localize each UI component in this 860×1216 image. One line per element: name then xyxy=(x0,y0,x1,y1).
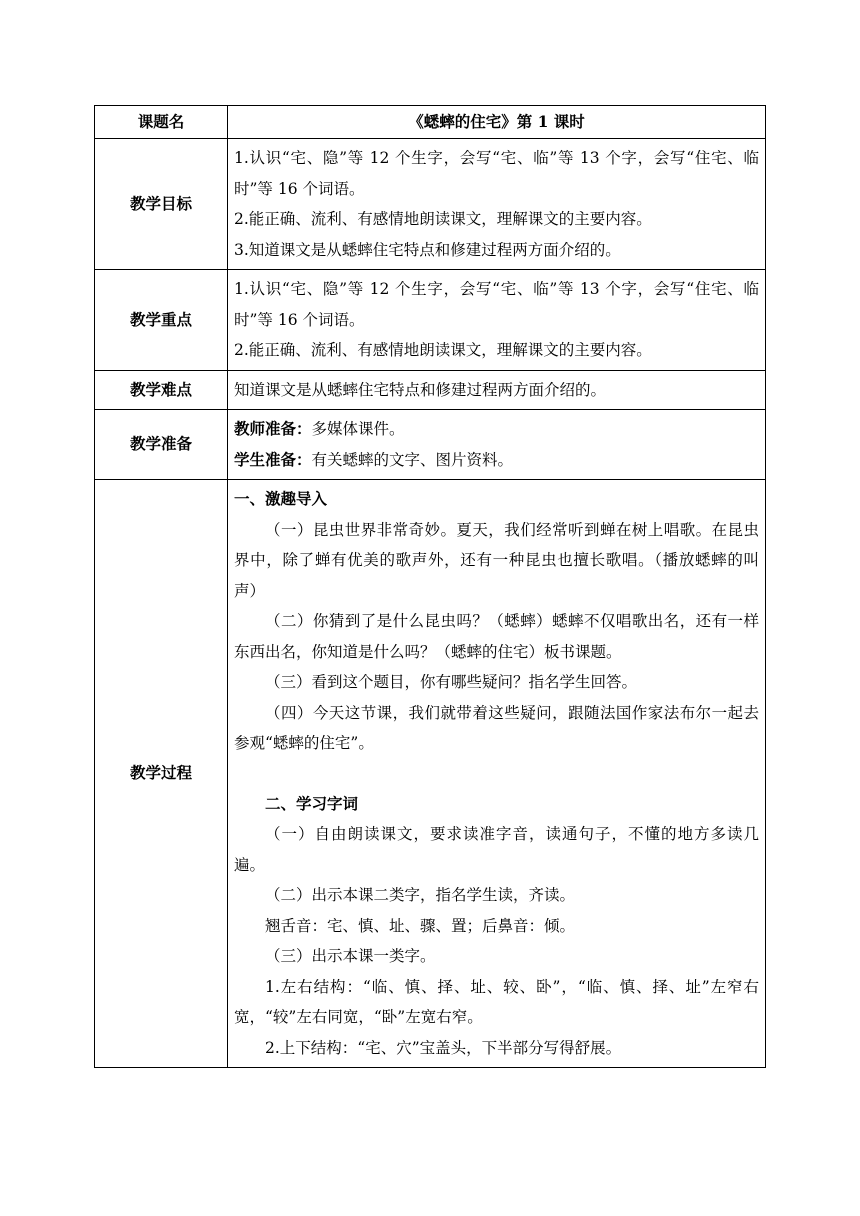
section-heading: 一、激趣导入 xyxy=(234,490,328,508)
preparation-label: 教学准备 xyxy=(95,410,228,480)
process-paragraph: （二）出示本课二类字，指名学生读，齐读。 xyxy=(265,886,576,904)
student-prep-label: 学生准备： xyxy=(234,450,312,469)
process-paragraph: （二）你猜到了是什么昆虫吗？（蟋蟀）蟋蟀不仅唱歌出名，还有一样东西出名，你知道是什么吗？（蟋蟀的住宅）板书课题。 xyxy=(234,612,759,661)
process-paragraph: （一）自由朗读课文，要求读准字音，读通句子，不懂的地方多读几遍。 xyxy=(234,825,759,874)
process-paragraph: （三）看到这个题目，你有哪些疑问？指名学生回答。 xyxy=(265,673,638,691)
row-title xyxy=(95,106,766,139)
row-process xyxy=(95,480,766,1068)
process-paragraph: （一）昆虫世界非常奇妙。夏天，我们经常听到蝉在树上唱歌。在昆虫界中，除了蝉有优美的歌声外，还有一种昆虫也擅长歌唱。（播放蟋蟀的叫声） xyxy=(234,520,759,600)
objective-item: 2.能正确、流利、有感情地朗读课文，理解课文的主要内容。 xyxy=(234,210,652,228)
process-paragraph: （三）出示本课一类字。 xyxy=(265,947,436,965)
key-point-item: 1.认识“宅、隐”等 12 个生字，会写“宅、临”等 13 个字，会写“住宅、临时”等 16 个词语。 xyxy=(234,280,759,329)
objectives-content xyxy=(228,139,766,270)
row-difficulties xyxy=(95,370,766,410)
process-paragraph: 翘舌音：宅、慎、址、骤、置；后鼻音：倾。 xyxy=(265,916,576,935)
process-content xyxy=(228,480,766,1068)
difficulties-content xyxy=(228,370,766,410)
lesson-title: 《蟋蟀的住宅》第 1 课时 xyxy=(228,106,766,139)
spacer xyxy=(234,759,759,789)
title-label: 课题名 xyxy=(95,106,228,139)
key-point-item: 2.能正确、流利、有感情地朗读课文，理解课文的主要内容。 xyxy=(234,341,652,359)
row-preparation xyxy=(95,410,766,480)
teacher-prep-label: 教师准备： xyxy=(234,420,312,438)
preparation-content xyxy=(228,410,766,480)
process-paragraph: 2.上下结构：“宅、穴”宝盖头，下半部分写得舒展。 xyxy=(265,1038,622,1057)
key-points-content xyxy=(228,270,766,371)
process-label: 教学过程 xyxy=(95,480,228,1068)
objectives-label: 教学目标 xyxy=(95,139,228,270)
row-key-points xyxy=(95,270,766,371)
row-objectives xyxy=(95,139,766,270)
key-points-label: 教学重点 xyxy=(95,270,228,371)
teacher-preparation xyxy=(234,414,759,445)
student-preparation xyxy=(234,445,759,476)
process-paragraph: 1.左右结构：“临、慎、择、址、较、卧”，“临、慎、择、址”左窄右宽，“较”左右同宽，“卧”左宽右窄。 xyxy=(234,977,759,1026)
objective-item: 1.认识“宅、隐”等 12 个生字，会写“宅、临”等 13 个字，会写“住宅、临时”等 16 个词语。 xyxy=(234,149,759,198)
section-heading: 二、学习字词 xyxy=(265,794,359,813)
difficulty-text: 知道课文是从蟋蟀住宅特点和修建过程两方面介绍的。 xyxy=(234,380,607,399)
difficulties-label: 教学难点 xyxy=(95,370,228,410)
objective-item: 3.知道课文是从蟋蟀住宅特点和修建过程两方面介绍的。 xyxy=(234,240,621,259)
lesson-plan-table xyxy=(94,105,766,1068)
teacher-prep-text: 多媒体课件。 xyxy=(311,420,405,438)
student-prep-text: 有关蟋蟀的文字、图片资料。 xyxy=(311,450,514,469)
process-paragraph: （四）今天这节课，我们就带着这些疑问，跟随法国作家法布尔一起去参观“蟋蟀的住宅”。 xyxy=(234,703,759,752)
